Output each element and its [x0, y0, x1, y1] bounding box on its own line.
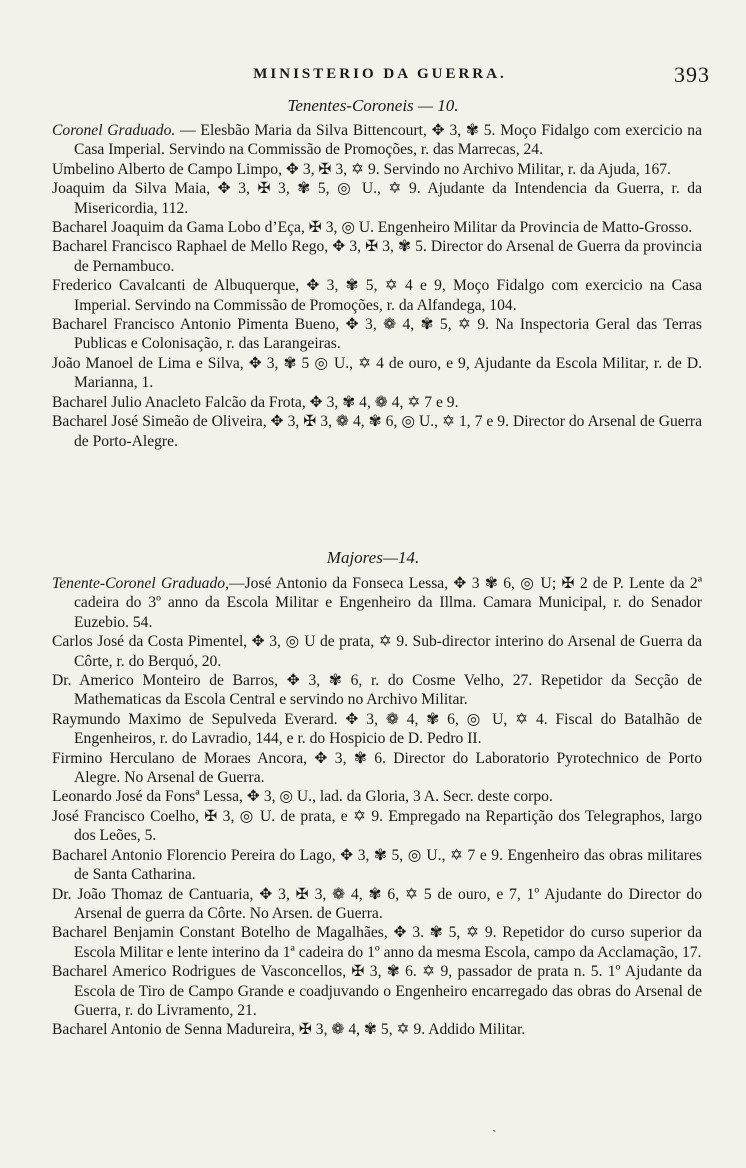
- list-item: [52, 632, 702, 671]
- running-title: MINISTERIO DA GUERRA.: [253, 66, 507, 82]
- entry-text: Leonardo José da Fonsª Lessa, ✥ 3, ◎ U., lad. da Gloria, 3 A. Secr. deste corpo.: [52, 788, 553, 806]
- list-item: [52, 160, 702, 179]
- entry-text: Bacharel Antonio de Senna Madureira, ✠ 3, ❁ 4, ✾ 5, ✡ 9. Addido Militar.: [52, 1021, 526, 1039]
- entry-text: Bacharel Julio Anacleto Falcão da Frota, ✥ 3, ✾ 4, ❁ 4, ✡ 7 e 9.: [52, 393, 459, 411]
- entry-text: Dr. Americo Monteiro de Barros, ✥ 3, ✾ 6, r. do Cosme Velho, 27. Repetidor da Secção de Mathematicas da Escola Central e servindo no Archivo Militar.: [52, 672, 702, 709]
- entry-text: Bacharel Francisco Antonio Pimenta Bueno, ✥ 3, ❁ 4, ✾ 5, ✡ 9. Na Inspectoria Geral das Terras Publicas e Colonisação, r. das Larangeiras.: [52, 316, 702, 353]
- section-title-majores: Majores—14.: [326, 548, 420, 567]
- page-header: [50, 62, 710, 88]
- list-item: [52, 574, 702, 632]
- entry-text: Bacharel Americo Rodrigues de Vasconcellos, ✠ 3, ✾ 6. ✡ 9, passador de prata n. 5. 1º Ajudante da Escola de Tiro de Campo Grande e coadjuvando o Engenheiro encarregado das obras do Arsenal de Guerra, r. do Livramento, 21.: [52, 963, 702, 1019]
- tenentes-coroneis-list: [52, 121, 702, 451]
- list-item: [52, 315, 702, 354]
- entry-rank: Coronel Graduado.: [52, 122, 176, 139]
- entry-rank: Tenente-Coronel Graduado,: [52, 575, 229, 592]
- entry-text: João Manoel de Lima e Silva, ✥ 3, ✾ 5 ◎ U., ✡ 4 de ouro, e 9, Ajudante da Escola Militar, r. de D. Marianna, 1.: [52, 354, 702, 392]
- list-item: [52, 354, 702, 393]
- entry-text: Bacharel Benjamin Constant Botelho de Magalhães, ✥ 3. ✾ 5, ✡ 9. Repetidor do curso superior da Escola Militar e lente interino da 1ª cadeira do 1º anno da mesma Escola, campo da Acclamação, 17.: [52, 924, 702, 961]
- entry-text: —José Antonio da Fonseca Lessa, ✥ 3 ✾ 6, ◎ U; ✠ 2 de P. Lente da 2ª cadeira do 3º anno da Escola Militar e Engenheiro da Illma. Camara Municipal, r. do Senador Euzebio. 54.: [74, 575, 702, 631]
- entry-text: Firmino Herculano de Moraes Ancora, ✥ 3, ✾ 6. Director do Laboratorio Pyrotechnico de Porto Alegre. No Arsenal de Guerra.: [52, 749, 702, 787]
- page-number: 393: [674, 62, 710, 87]
- entry-text: José Francisco Coelho, ✠ 3, ◎ U. de prata, e ✡ 9. Empregado na Repartição dos Telegraphos, largo dos Leões, 5.: [52, 807, 702, 845]
- list-item: [52, 276, 702, 315]
- entry-text: Bacharel José Simeão de Oliveira, ✥ 3, ✠ 3, ❁ 4, ✾ 6, ◎ U., ✡ 1, 7 e 9. Director do Arsenal de Guerra de Porto-Alegre.: [52, 413, 702, 450]
- entry-text: Dr. João Thomaz de Cantuaria, ✥ 3, ✠ 3, ❁ 4, ✾ 6, ✡ 5 de ouro, e 7, 1º Ajudante do Director do Arsenal de guerra da Côrte. No Arsen. de Guerra.: [52, 885, 702, 922]
- list-item: [52, 885, 702, 924]
- list-item: [52, 179, 702, 218]
- ink-mark: ˏ: [492, 1118, 497, 1133]
- entry-text: Carlos José da Costa Pimentel, ✥ 3, ◎ U de prata, ✡ 9. Sub-director interino do Arsenal de Guerra da Côrte, r. do Berquó, 20.: [52, 633, 702, 670]
- list-item: [52, 393, 702, 412]
- list-item: [52, 710, 702, 749]
- list-item: [52, 846, 702, 885]
- entry-text: — Elesbão Maria da Silva Bittencourt, ✥ 3, ✾ 5. Moço Fidalgo com exercicio na Casa Imperial. Servindo na Commissão de Promoções, r. das Marrecas, 24.: [74, 122, 702, 159]
- list-item: [52, 412, 702, 451]
- entry-text: Raymundo Maximo de Sepulveda Everard. ✥ 3, ❁ 4, ✾ 6, ◎ U, ✡ 4. Fiscal do Batalhão de Engenheiros, r. do Lavradio, 144, e r. do Hospicio de D. Pedro II.: [52, 710, 702, 748]
- entry-text: Frederico Cavalcanti de Albuquerque, ✥ 3, ✾ 5, ✡ 4 e 9, Moço Fidalgo com exercicio na Casa Imperial. Servindo na Commissão de Promoções, r. da Alfandega, 104.: [52, 277, 702, 314]
- list-item: [52, 807, 702, 846]
- list-item: [52, 671, 702, 710]
- list-item: [52, 962, 702, 1020]
- entry-text: Umbelino Alberto de Campo Limpo, ✥ 3, ✠ 3, ✡ 9. Servindo no Archivo Militar, r. da Ajuda, 167.: [52, 160, 671, 178]
- entry-text: Bacharel Francisco Raphael de Mello Rego, ✥ 3, ✠ 3, ✾ 5. Director do Arsenal de Guerra da provincia de Pernambuco.: [52, 238, 702, 275]
- list-item: [52, 121, 702, 160]
- list-item: [52, 923, 702, 962]
- list-item: [52, 218, 702, 237]
- list-item: [52, 1020, 702, 1039]
- section-title-tenentes-coroneis: Tenentes-Coroneis — 10.: [287, 96, 459, 115]
- entry-text: Bacharel Joaquim da Gama Lobo d’Eça, ✠ 3, ◎ U. Engenheiro Militar da Provincia de Matto-Grosso.: [52, 219, 693, 237]
- list-item: [52, 749, 702, 788]
- entry-text: Joaquim da Silva Maia, ✥ 3, ✠ 3, ✾ 5, ◎ U., ✡ 9. Ajudante da Intendencia da Guerra, r. da Misericordia, 112.: [52, 180, 702, 217]
- entry-text: Bacharel Antonio Florencio Pereira do Lago, ✥ 3, ✾ 5, ◎ U., ✡ 7 e 9. Engenheiro das obras militares de Santa Catharina.: [52, 846, 702, 884]
- list-item: [52, 787, 702, 806]
- list-item: [52, 237, 702, 276]
- majores-list: [52, 574, 702, 1040]
